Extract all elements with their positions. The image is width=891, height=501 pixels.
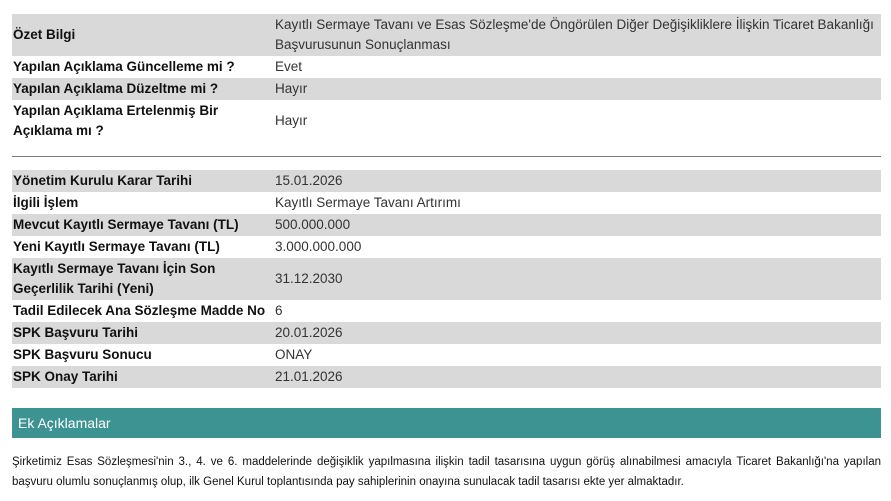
detail-value: 500.000.000 <box>275 214 881 236</box>
detail-label: Yönetim Kurulu Karar Tarihi <box>12 170 275 192</box>
detail-value: ONAY <box>275 347 313 362</box>
detail-label: Tadil Edilecek Ana Sözleşme Madde No <box>13 303 266 318</box>
details-table <box>12 170 881 388</box>
summary-row <box>12 100 881 142</box>
detail-row <box>12 300 881 322</box>
summary-row <box>12 78 881 100</box>
detail-value: 15.01.2026 <box>275 170 881 192</box>
summary-table <box>12 14 881 142</box>
ek-aciklamalar-text: Şirketimiz Esas Sözleşmesi'nin 3., 4. ve 6. maddelerinde değişiklik yapılmasına ilişkin tadil tasarısına uygun görüş alınabilmesi amacıyla Ticaret Bakanlığı'na yapılan başvuru olumlu sonuçlanmış olup, ilk Genel Kurul toplantısında pay sahiplerinin onayına sunulacak tadil tasarısı ekte yer almaktadır. <box>12 456 881 488</box>
summary-value: Hayır <box>275 78 881 100</box>
section-divider <box>12 142 881 157</box>
summary-value: Evet <box>275 59 303 74</box>
detail-label: SPK Başvuru Sonucu <box>13 347 152 362</box>
detail-label: Yeni Kayıtlı Sermaye Tavanı (TL) <box>13 239 220 254</box>
summary-row <box>12 56 881 78</box>
summary-label: Yapılan Açıklama Güncelleme mi ? <box>13 59 235 74</box>
detail-row <box>12 322 881 344</box>
detail-label: İlgili İşlem <box>13 195 79 210</box>
detail-value: Kayıtlı Sermaye Tavanı Artırımı <box>275 195 461 210</box>
detail-label: Mevcut Kayıtlı Sermaye Tavanı (TL) <box>12 214 275 236</box>
detail-value: 31.12.2030 <box>275 258 881 300</box>
detail-value: 3.000.000.000 <box>275 239 362 254</box>
detail-row <box>12 344 881 366</box>
summary-value: Hayır <box>275 113 308 128</box>
detail-row <box>12 236 881 258</box>
detail-value: 21.01.2026 <box>275 366 881 388</box>
detail-label: SPK Onay Tarihi <box>12 366 275 388</box>
summary-value: Kayıtlı Sermaye Tavanı ve Esas Sözleşme'de Öngörülen Diğer Değişikliklere İlişkin Ticaret Bakanlığı Başvurusunun Sonuçlanması <box>275 14 881 56</box>
disclosure-container <box>12 14 881 492</box>
detail-label: SPK Başvuru Tarihi <box>12 322 275 344</box>
summary-label: Yapılan Açıklama Düzeltme mi ? <box>12 78 275 100</box>
detail-row <box>12 214 881 236</box>
detail-row <box>12 170 881 192</box>
ek-aciklamalar-header: Ek Açıklamalar <box>12 408 881 438</box>
detail-label: Kayıtlı Sermaye Tavanı İçin Son Geçerlilik Tarihi (Yeni) <box>12 258 275 300</box>
summary-label: Özet Bilgi <box>12 14 275 56</box>
detail-value: 20.01.2026 <box>275 322 881 344</box>
detail-row <box>12 366 881 388</box>
detail-value: 6 <box>275 303 283 318</box>
summary-label: Yapılan Açıklama Ertelenmiş Bir Açıklama mı ? <box>13 103 219 138</box>
summary-row <box>12 14 881 56</box>
detail-row <box>12 258 881 300</box>
detail-row <box>12 192 881 214</box>
